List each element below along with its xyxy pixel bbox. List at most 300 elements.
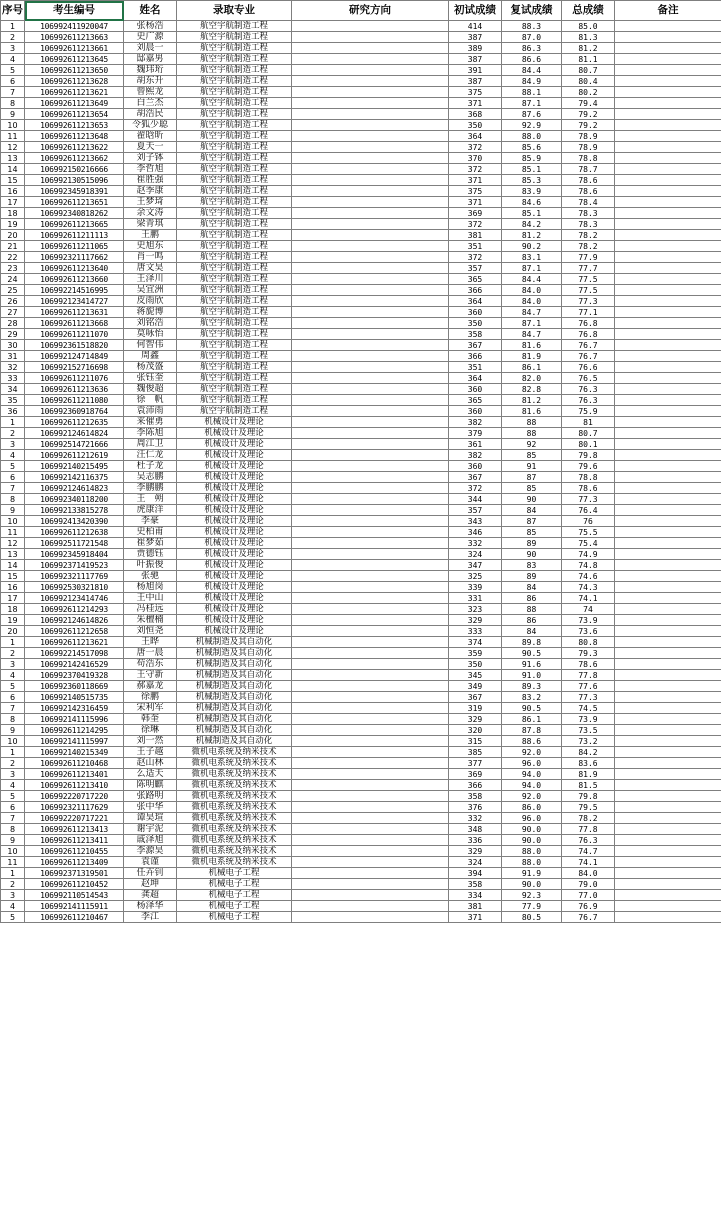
note-cell[interactable]	[615, 736, 721, 747]
seq-cell[interactable]: 5	[1, 681, 25, 692]
direction-cell[interactable]	[292, 318, 449, 329]
candidate-id-cell[interactable]: 106992611210468	[25, 758, 124, 769]
initial-score-cell[interactable]: 365	[449, 395, 502, 406]
note-cell[interactable]	[615, 384, 721, 395]
seq-cell[interactable]: 1	[1, 417, 25, 428]
major-cell[interactable]: 航空宇航制造工程	[177, 406, 292, 417]
initial-score-cell[interactable]: 375	[449, 186, 502, 197]
note-cell[interactable]	[615, 626, 721, 637]
total-score-cell[interactable]: 74.6	[562, 571, 615, 582]
note-cell[interactable]	[615, 450, 721, 461]
initial-score-cell[interactable]: 358	[449, 879, 502, 890]
retest-score-cell[interactable]: 96.0	[502, 758, 562, 769]
candidate-id-cell[interactable]: 106992611213621	[25, 637, 124, 648]
seq-cell[interactable]: 10	[1, 846, 25, 857]
direction-cell[interactable]	[292, 417, 449, 428]
retest-score-cell[interactable]: 90.0	[502, 835, 562, 846]
total-score-cell[interactable]: 80.2	[562, 87, 615, 98]
note-cell[interactable]	[615, 318, 721, 329]
initial-score-cell[interactable]: 346	[449, 527, 502, 538]
seq-cell[interactable]: 28	[1, 318, 25, 329]
candidate-id-cell[interactable]: 106992141115997	[25, 736, 124, 747]
total-score-cell[interactable]: 79.5	[562, 802, 615, 813]
candidate-id-cell[interactable]: 106992150216666	[25, 164, 124, 175]
initial-score-cell[interactable]: 336	[449, 835, 502, 846]
direction-cell[interactable]	[292, 648, 449, 659]
candidate-id-cell[interactable]: 106992321117662	[25, 252, 124, 263]
name-cell[interactable]: 朱檀楠	[124, 615, 177, 626]
direction-cell[interactable]	[292, 329, 449, 340]
direction-cell[interactable]	[292, 527, 449, 538]
initial-score-cell[interactable]: 371	[449, 912, 502, 923]
direction-cell[interactable]	[292, 604, 449, 615]
note-cell[interactable]	[615, 670, 721, 681]
major-cell[interactable]: 微机电系统及纳米技术	[177, 791, 292, 802]
major-cell[interactable]: 微机电系统及纳米技术	[177, 813, 292, 824]
major-cell[interactable]: 航空宇航制造工程	[177, 142, 292, 153]
direction-cell[interactable]	[292, 186, 449, 197]
total-score-cell[interactable]: 78.6	[562, 175, 615, 186]
name-cell[interactable]: 来催勇	[124, 417, 177, 428]
note-cell[interactable]	[615, 230, 721, 241]
candidate-id-cell[interactable]: 106992321117769	[25, 571, 124, 582]
total-score-cell[interactable]: 74.8	[562, 560, 615, 571]
note-cell[interactable]	[615, 142, 721, 153]
direction-cell[interactable]	[292, 494, 449, 505]
candidate-id-cell[interactable]: 106992611212638	[25, 527, 124, 538]
major-cell[interactable]: 机械制造及其自动化	[177, 703, 292, 714]
initial-score-cell[interactable]: 391	[449, 65, 502, 76]
seq-cell[interactable]: 20	[1, 626, 25, 637]
initial-score-cell[interactable]: 389	[449, 43, 502, 54]
retest-score-cell[interactable]: 90.2	[502, 241, 562, 252]
name-cell[interactable]: 夏天一	[124, 142, 177, 153]
initial-score-cell[interactable]: 359	[449, 648, 502, 659]
initial-score-cell[interactable]: 344	[449, 494, 502, 505]
seq-cell[interactable]: 35	[1, 395, 25, 406]
major-cell[interactable]: 航空宇航制造工程	[177, 362, 292, 373]
total-score-cell[interactable]: 78.9	[562, 131, 615, 142]
note-cell[interactable]	[615, 351, 721, 362]
direction-cell[interactable]	[292, 109, 449, 120]
name-cell[interactable]: 戚泽旭	[124, 835, 177, 846]
major-cell[interactable]: 微机电系统及纳米技术	[177, 747, 292, 758]
initial-score-cell[interactable]: 329	[449, 615, 502, 626]
name-cell[interactable]: 叶振俊	[124, 560, 177, 571]
initial-score-cell[interactable]: 324	[449, 549, 502, 560]
major-cell[interactable]: 机械设计及理论	[177, 538, 292, 549]
candidate-id-cell[interactable]: 106992611212619	[25, 450, 124, 461]
seq-cell[interactable]: 14	[1, 164, 25, 175]
initial-score-cell[interactable]: 372	[449, 164, 502, 175]
direction-cell[interactable]	[292, 736, 449, 747]
major-cell[interactable]: 机械设计及理论	[177, 626, 292, 637]
note-cell[interactable]	[615, 241, 721, 252]
candidate-id-cell[interactable]: 106992411920047	[25, 21, 124, 32]
name-cell[interactable]: 杜子龙	[124, 461, 177, 472]
direction-cell[interactable]	[292, 120, 449, 131]
total-score-cell[interactable]: 76.7	[562, 340, 615, 351]
major-cell[interactable]: 机械制造及其自动化	[177, 692, 292, 703]
initial-score-cell[interactable]: 343	[449, 516, 502, 527]
candidate-id-cell[interactable]: 106992124714849	[25, 351, 124, 362]
initial-score-cell[interactable]: 320	[449, 725, 502, 736]
initial-score-cell[interactable]: 371	[449, 175, 502, 186]
direction-cell[interactable]	[292, 307, 449, 318]
initial-score-cell[interactable]: 329	[449, 714, 502, 725]
total-score-cell[interactable]: 73.9	[562, 714, 615, 725]
total-score-cell[interactable]: 76.4	[562, 505, 615, 516]
direction-cell[interactable]	[292, 131, 449, 142]
retest-score-cell[interactable]: 88	[502, 604, 562, 615]
direction-cell[interactable]	[292, 76, 449, 87]
candidate-id-cell[interactable]: 106992611213663	[25, 32, 124, 43]
retest-score-cell[interactable]: 89	[502, 571, 562, 582]
total-score-cell[interactable]: 77.0	[562, 890, 615, 901]
seq-cell[interactable]: 5	[1, 461, 25, 472]
seq-cell[interactable]: 12	[1, 538, 25, 549]
total-score-cell[interactable]: 78.2	[562, 813, 615, 824]
direction-cell[interactable]	[292, 208, 449, 219]
name-cell[interactable]: 史旭东	[124, 241, 177, 252]
seq-cell[interactable]: 25	[1, 285, 25, 296]
retest-score-cell[interactable]: 92.0	[502, 791, 562, 802]
direction-cell[interactable]	[292, 285, 449, 296]
direction-cell[interactable]	[292, 582, 449, 593]
note-cell[interactable]	[615, 813, 721, 824]
candidate-id-cell[interactable]: 106992611210455	[25, 846, 124, 857]
name-cell[interactable]: 蒋旎博	[124, 307, 177, 318]
col-header-major[interactable]: 录取专业	[177, 1, 292, 21]
name-cell[interactable]: 任卉钊	[124, 868, 177, 879]
note-cell[interactable]	[615, 571, 721, 582]
seq-cell[interactable]: 16	[1, 186, 25, 197]
major-cell[interactable]: 机械设计及理论	[177, 604, 292, 615]
note-cell[interactable]	[615, 747, 721, 758]
name-cell[interactable]: 梁青琪	[124, 219, 177, 230]
initial-score-cell[interactable]: 369	[449, 769, 502, 780]
major-cell[interactable]: 航空宇航制造工程	[177, 54, 292, 65]
candidate-id-cell[interactable]: 106992340118200	[25, 494, 124, 505]
candidate-id-cell[interactable]: 106992611211080	[25, 395, 124, 406]
name-cell[interactable]: 令狐少聪	[124, 120, 177, 131]
candidate-id-cell[interactable]: 106992321117629	[25, 802, 124, 813]
note-cell[interactable]	[615, 494, 721, 505]
seq-cell[interactable]: 9	[1, 109, 25, 120]
seq-cell[interactable]: 1	[1, 637, 25, 648]
direction-cell[interactable]	[292, 439, 449, 450]
seq-cell[interactable]: 11	[1, 857, 25, 868]
direction-cell[interactable]	[292, 296, 449, 307]
name-cell[interactable]: 肖一鸣	[124, 252, 177, 263]
name-cell[interactable]: 冯桂远	[124, 604, 177, 615]
initial-score-cell[interactable]: 367	[449, 340, 502, 351]
retest-score-cell[interactable]: 94.0	[502, 780, 562, 791]
note-cell[interactable]	[615, 208, 721, 219]
name-cell[interactable]: 袁沛雨	[124, 406, 177, 417]
name-cell[interactable]: 刘铭浩	[124, 318, 177, 329]
note-cell[interactable]	[615, 868, 721, 879]
retest-score-cell[interactable]: 86.3	[502, 43, 562, 54]
name-cell[interactable]: 宋利军	[124, 703, 177, 714]
name-cell[interactable]: 王泽川	[124, 274, 177, 285]
total-score-cell[interactable]: 78.6	[562, 659, 615, 670]
seq-cell[interactable]: 18	[1, 208, 25, 219]
note-cell[interactable]	[615, 87, 721, 98]
total-score-cell[interactable]: 76.7	[562, 351, 615, 362]
direction-cell[interactable]	[292, 769, 449, 780]
seq-cell[interactable]: 8	[1, 98, 25, 109]
initial-score-cell[interactable]: 325	[449, 571, 502, 582]
direction-cell[interactable]	[292, 241, 449, 252]
major-cell[interactable]: 机械设计及理论	[177, 560, 292, 571]
direction-cell[interactable]	[292, 252, 449, 263]
candidate-id-cell[interactable]: 106992611213661	[25, 43, 124, 54]
major-cell[interactable]: 机械设计及理论	[177, 593, 292, 604]
total-score-cell[interactable]: 78.8	[562, 472, 615, 483]
initial-score-cell[interactable]: 351	[449, 241, 502, 252]
seq-cell[interactable]: 36	[1, 406, 25, 417]
name-cell[interactable]: 李源昊	[124, 846, 177, 857]
total-score-cell[interactable]: 76.6	[562, 362, 615, 373]
major-cell[interactable]: 航空宇航制造工程	[177, 296, 292, 307]
major-cell[interactable]: 机械设计及理论	[177, 615, 292, 626]
retest-score-cell[interactable]: 89.3	[502, 681, 562, 692]
initial-score-cell[interactable]: 364	[449, 296, 502, 307]
note-cell[interactable]	[615, 758, 721, 769]
total-score-cell[interactable]: 78.3	[562, 208, 615, 219]
total-score-cell[interactable]: 78.6	[562, 186, 615, 197]
retest-score-cell[interactable]: 89	[502, 538, 562, 549]
major-cell[interactable]: 航空宇航制造工程	[177, 384, 292, 395]
name-cell[interactable]: 邸嘉男	[124, 54, 177, 65]
total-score-cell[interactable]: 74.5	[562, 703, 615, 714]
name-cell[interactable]: 李豪	[124, 516, 177, 527]
retest-score-cell[interactable]: 83.2	[502, 692, 562, 703]
major-cell[interactable]: 机械制造及其自动化	[177, 681, 292, 692]
note-cell[interactable]	[615, 538, 721, 549]
candidate-id-cell[interactable]: 106992611210467	[25, 912, 124, 923]
total-score-cell[interactable]: 79.3	[562, 648, 615, 659]
retest-score-cell[interactable]: 84.0	[502, 296, 562, 307]
major-cell[interactable]: 航空宇航制造工程	[177, 252, 292, 263]
note-cell[interactable]	[615, 43, 721, 54]
retest-score-cell[interactable]: 84.0	[502, 285, 562, 296]
name-cell[interactable]: 史广源	[124, 32, 177, 43]
major-cell[interactable]: 机械制造及其自动化	[177, 659, 292, 670]
note-cell[interactable]	[615, 76, 721, 87]
name-cell[interactable]: 谭昊瑄	[124, 813, 177, 824]
col-header-total-score[interactable]: 总成绩	[562, 1, 615, 21]
total-score-cell[interactable]: 79.2	[562, 109, 615, 120]
major-cell[interactable]: 航空宇航制造工程	[177, 164, 292, 175]
note-cell[interactable]	[615, 879, 721, 890]
initial-score-cell[interactable]: 379	[449, 428, 502, 439]
direction-cell[interactable]	[292, 54, 449, 65]
note-cell[interactable]	[615, 307, 721, 318]
note-cell[interactable]	[615, 857, 721, 868]
candidate-id-cell[interactable]: 106992214517098	[25, 648, 124, 659]
candidate-id-cell[interactable]: 106992611210452	[25, 879, 124, 890]
note-cell[interactable]	[615, 406, 721, 417]
retest-score-cell[interactable]: 85	[502, 450, 562, 461]
total-score-cell[interactable]: 77.5	[562, 274, 615, 285]
retest-score-cell[interactable]: 96.0	[502, 813, 562, 824]
note-cell[interactable]	[615, 219, 721, 230]
candidate-id-cell[interactable]: 106992371319501	[25, 868, 124, 879]
candidate-id-cell[interactable]: 106992345918391	[25, 186, 124, 197]
candidate-id-cell[interactable]: 106992611213636	[25, 384, 124, 395]
note-cell[interactable]	[615, 846, 721, 857]
direction-cell[interactable]	[292, 912, 449, 923]
initial-score-cell[interactable]: 350	[449, 120, 502, 131]
note-cell[interactable]	[615, 912, 721, 923]
initial-score-cell[interactable]: 358	[449, 791, 502, 802]
seq-cell[interactable]: 4	[1, 450, 25, 461]
candidate-id-cell[interactable]: 106992530321810	[25, 582, 124, 593]
candidate-id-cell[interactable]: 106992611212658	[25, 626, 124, 637]
note-cell[interactable]	[615, 659, 721, 670]
note-cell[interactable]	[615, 824, 721, 835]
total-score-cell[interactable]: 75.9	[562, 406, 615, 417]
initial-score-cell[interactable]: 387	[449, 54, 502, 65]
major-cell[interactable]: 机械设计及理论	[177, 549, 292, 560]
total-score-cell[interactable]: 74.1	[562, 593, 615, 604]
major-cell[interactable]: 机械电子工程	[177, 879, 292, 890]
candidate-id-cell[interactable]: 106992152716698	[25, 362, 124, 373]
initial-score-cell[interactable]: 387	[449, 32, 502, 43]
note-cell[interactable]	[615, 505, 721, 516]
retest-score-cell[interactable]: 84.7	[502, 307, 562, 318]
retest-score-cell[interactable]: 82.0	[502, 373, 562, 384]
seq-cell[interactable]: 6	[1, 76, 25, 87]
name-cell[interactable]: 胡浩民	[124, 109, 177, 120]
major-cell[interactable]: 机械设计及理论	[177, 483, 292, 494]
major-cell[interactable]: 机械设计及理论	[177, 527, 292, 538]
direction-cell[interactable]	[292, 560, 449, 571]
total-score-cell[interactable]: 73.6	[562, 626, 615, 637]
name-cell[interactable]: 赵季康	[124, 186, 177, 197]
name-cell[interactable]: 王晔	[124, 637, 177, 648]
retest-score-cell[interactable]: 86	[502, 615, 562, 626]
candidate-id-cell[interactable]: 106992360918764	[25, 406, 124, 417]
total-score-cell[interactable]: 80.7	[562, 65, 615, 76]
candidate-id-cell[interactable]: 106992123414746	[25, 593, 124, 604]
direction-cell[interactable]	[292, 835, 449, 846]
candidate-id-cell[interactable]: 106992611213654	[25, 109, 124, 120]
direction-cell[interactable]	[292, 43, 449, 54]
retest-score-cell[interactable]: 84	[502, 505, 562, 516]
seq-cell[interactable]: 2	[1, 428, 25, 439]
total-score-cell[interactable]: 81.3	[562, 32, 615, 43]
direction-cell[interactable]	[292, 175, 449, 186]
major-cell[interactable]: 航空宇航制造工程	[177, 175, 292, 186]
initial-score-cell[interactable]: 329	[449, 846, 502, 857]
candidate-id-cell[interactable]: 106992345918404	[25, 549, 124, 560]
initial-score-cell[interactable]: 319	[449, 703, 502, 714]
initial-score-cell[interactable]: 351	[449, 362, 502, 373]
retest-score-cell[interactable]: 86.1	[502, 362, 562, 373]
candidate-id-cell[interactable]: 106992611211070	[25, 329, 124, 340]
note-cell[interactable]	[615, 263, 721, 274]
major-cell[interactable]: 机械设计及理论	[177, 494, 292, 505]
initial-score-cell[interactable]: 347	[449, 560, 502, 571]
direction-cell[interactable]	[292, 428, 449, 439]
total-score-cell[interactable]: 75.5	[562, 527, 615, 538]
initial-score-cell[interactable]: 334	[449, 890, 502, 901]
seq-cell[interactable]: 7	[1, 483, 25, 494]
total-score-cell[interactable]: 78.7	[562, 164, 615, 175]
retest-score-cell[interactable]: 86.6	[502, 54, 562, 65]
name-cell[interactable]: 张中华	[124, 802, 177, 813]
total-score-cell[interactable]: 74.3	[562, 582, 615, 593]
total-score-cell[interactable]: 76.3	[562, 395, 615, 406]
major-cell[interactable]: 机械设计及理论	[177, 417, 292, 428]
note-cell[interactable]	[615, 373, 721, 384]
note-cell[interactable]	[615, 131, 721, 142]
retest-score-cell[interactable]: 86	[502, 593, 562, 604]
candidate-id-cell[interactable]: 106992124614826	[25, 615, 124, 626]
name-cell[interactable]: 徐琳	[124, 725, 177, 736]
major-cell[interactable]: 微机电系统及纳米技术	[177, 824, 292, 835]
name-cell[interactable]: 王守新	[124, 670, 177, 681]
seq-cell[interactable]: 3	[1, 769, 25, 780]
direction-cell[interactable]	[292, 472, 449, 483]
candidate-id-cell[interactable]: 106992611213640	[25, 263, 124, 274]
note-cell[interactable]	[615, 901, 721, 912]
seq-cell[interactable]: 19	[1, 219, 25, 230]
name-cell[interactable]: 崔胜强	[124, 175, 177, 186]
retest-score-cell[interactable]: 87	[502, 472, 562, 483]
retest-score-cell[interactable]: 90.0	[502, 879, 562, 890]
candidate-id-cell[interactable]: 106992611211076	[25, 373, 124, 384]
name-cell[interactable]: 李哲旭	[124, 164, 177, 175]
seq-cell[interactable]: 3	[1, 439, 25, 450]
note-cell[interactable]	[615, 197, 721, 208]
total-score-cell[interactable]: 79.2	[562, 120, 615, 131]
candidate-id-cell[interactable]: 106992142416529	[25, 659, 124, 670]
initial-score-cell[interactable]: 371	[449, 98, 502, 109]
total-score-cell[interactable]: 78.9	[562, 142, 615, 153]
total-score-cell[interactable]: 76.7	[562, 912, 615, 923]
name-cell[interactable]: 杨泽华	[124, 901, 177, 912]
initial-score-cell[interactable]: 357	[449, 263, 502, 274]
initial-score-cell[interactable]: 381	[449, 901, 502, 912]
retest-score-cell[interactable]: 84.6	[502, 197, 562, 208]
candidate-id-cell[interactable]: 106992142316459	[25, 703, 124, 714]
candidate-id-cell[interactable]: 106992611213668	[25, 318, 124, 329]
candidate-id-cell[interactable]: 106992340818262	[25, 208, 124, 219]
initial-score-cell[interactable]: 372	[449, 483, 502, 494]
candidate-id-cell[interactable]: 106992611213621	[25, 87, 124, 98]
major-cell[interactable]: 航空宇航制造工程	[177, 318, 292, 329]
initial-score-cell[interactable]: 345	[449, 670, 502, 681]
major-cell[interactable]: 航空宇航制造工程	[177, 230, 292, 241]
major-cell[interactable]: 机械设计及理论	[177, 450, 292, 461]
candidate-id-cell[interactable]: 106992124614824	[25, 428, 124, 439]
major-cell[interactable]: 航空宇航制造工程	[177, 98, 292, 109]
seq-cell[interactable]: 14	[1, 560, 25, 571]
total-score-cell[interactable]: 76.3	[562, 384, 615, 395]
major-cell[interactable]: 航空宇航制造工程	[177, 241, 292, 252]
name-cell[interactable]: 吴志鹏	[124, 472, 177, 483]
total-score-cell[interactable]: 81.9	[562, 769, 615, 780]
total-score-cell[interactable]: 78.4	[562, 197, 615, 208]
total-score-cell[interactable]: 74.7	[562, 846, 615, 857]
retest-score-cell[interactable]: 86.0	[502, 802, 562, 813]
total-score-cell[interactable]: 80.7	[562, 428, 615, 439]
total-score-cell[interactable]: 85.0	[562, 21, 615, 32]
